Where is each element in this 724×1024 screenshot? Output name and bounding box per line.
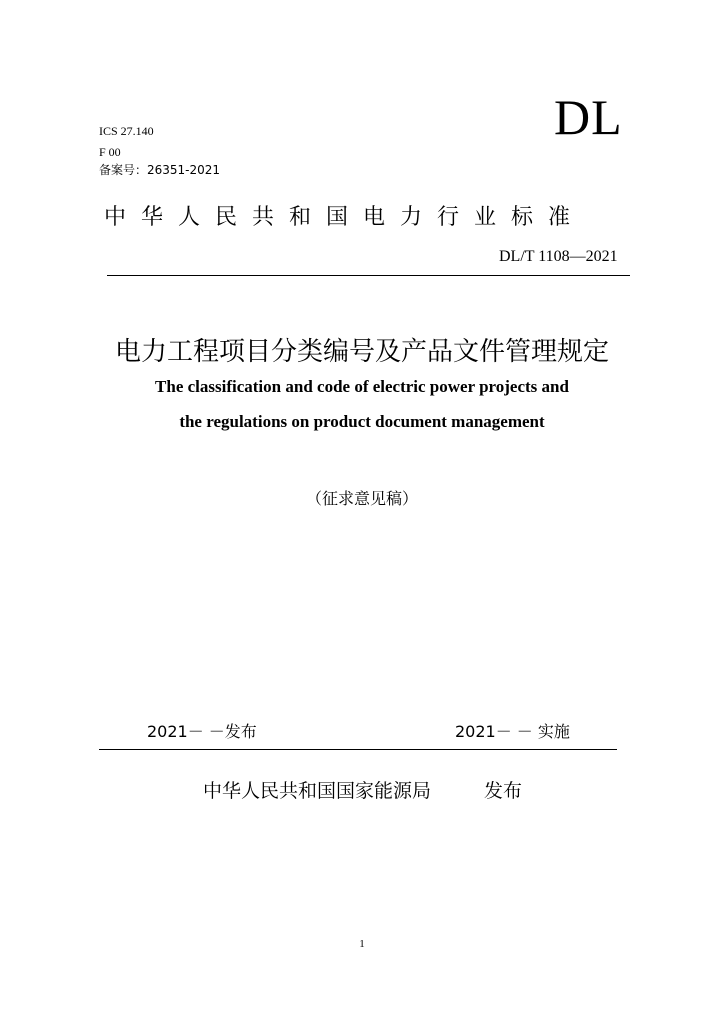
ics-code: ICS 27.140 (99, 124, 154, 138)
dl-logo: DL (554, 89, 623, 145)
standard-number: DL/T 1108—2021 (499, 248, 618, 265)
implement-date: 2021－ － 实施 (455, 722, 570, 741)
title-english-line-1: The classification and code of electric power projects and (155, 377, 569, 396)
industry-standard-heading: 中华人民共和国电力行业标准 (104, 205, 586, 230)
classification-code: F 00 (99, 145, 121, 159)
publish-date: 2021－ －发布 (147, 722, 257, 741)
issuer-action: 发布 (484, 780, 523, 802)
issuer-name: 中华人民共和国国家能源局 (203, 780, 432, 802)
page-number: 1 (359, 938, 365, 950)
header-divider (107, 275, 630, 276)
footer-divider (99, 749, 617, 750)
title-english-line-2: the regulations on product document management (179, 412, 545, 431)
filing-number: 备案号：26351-2021 (99, 163, 221, 177)
title-chinese: 电力工程项目分类编号及产品文件管理规定 (114, 337, 609, 367)
draft-label: （征求意见稿） (305, 489, 418, 508)
